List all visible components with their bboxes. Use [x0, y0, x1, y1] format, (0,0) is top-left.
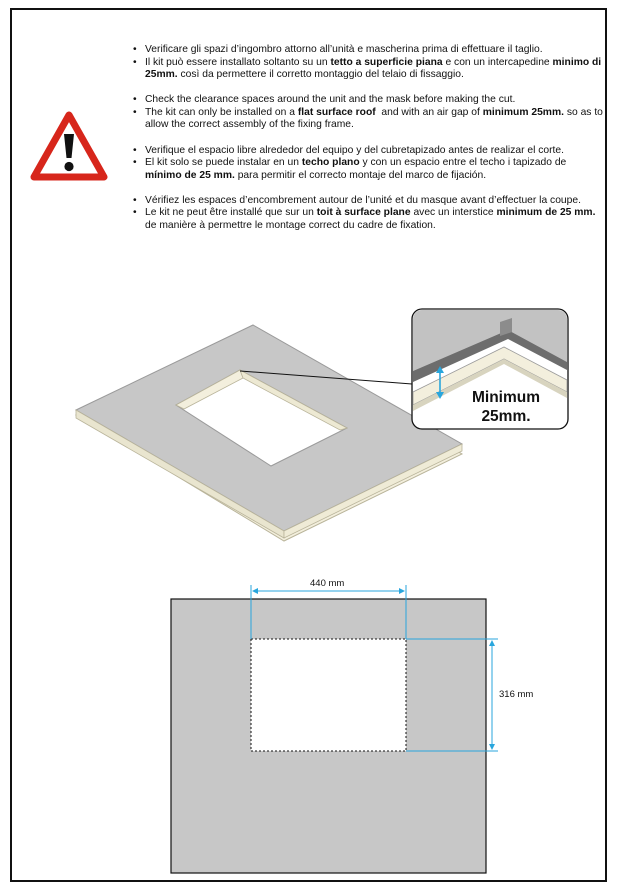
bullet-fr-2: • Le kit ne peut être installé que sur un toit à surface plane avec un interstice minimum de 25 mm. de manière à permettre le montage correct du cadre de fixation.	[133, 207, 605, 232]
width-dimension-label: 440 mm	[310, 578, 345, 589]
bullet-en-2: • The kit can only be installed on a flat surface roof and with an air gap of minimum 25mm. so as to allow the correct assembly of the fixing frame.	[133, 107, 605, 132]
bullet-fr-1: • Vérifiez les espaces d’encombrement autour de l’unité et du masque avant d’effectuer la coupe.	[133, 195, 605, 208]
bullet-es-1: • Verifique el espacio libre alrededor del equipo y del cubretapizado antes de realizar el corte.	[133, 145, 605, 158]
bullet-en-1: • Check the clearance spaces around the unit and the mask before making the cut.	[133, 94, 605, 107]
isometric-roof-panel	[76, 325, 462, 541]
bullet-it-2: • Il kit può essere installato soltanto su un tetto a superficie piana e con un intercapedine minimo di 25mm. così da permettere il corretto montaggio del telaio di fissaggio.	[133, 57, 605, 82]
height-dimension-label: 316 mm	[499, 689, 534, 700]
flat-cutout-drawing	[171, 585, 498, 873]
bullet-it-1: • Verificare gli spazi d’ingombro attorno all’unità e mascherina prima di effettuare il taglio.	[133, 44, 605, 57]
minimum-gap-label: Minimum 25mm.	[471, 389, 541, 425]
bullet-es-2: • El kit solo se puede instalar en un techo plano y con un espacio entre el techo i tapizado de mínimo de 25 mm. para permitir el correcto montaje del marco de fijación.	[133, 157, 605, 182]
